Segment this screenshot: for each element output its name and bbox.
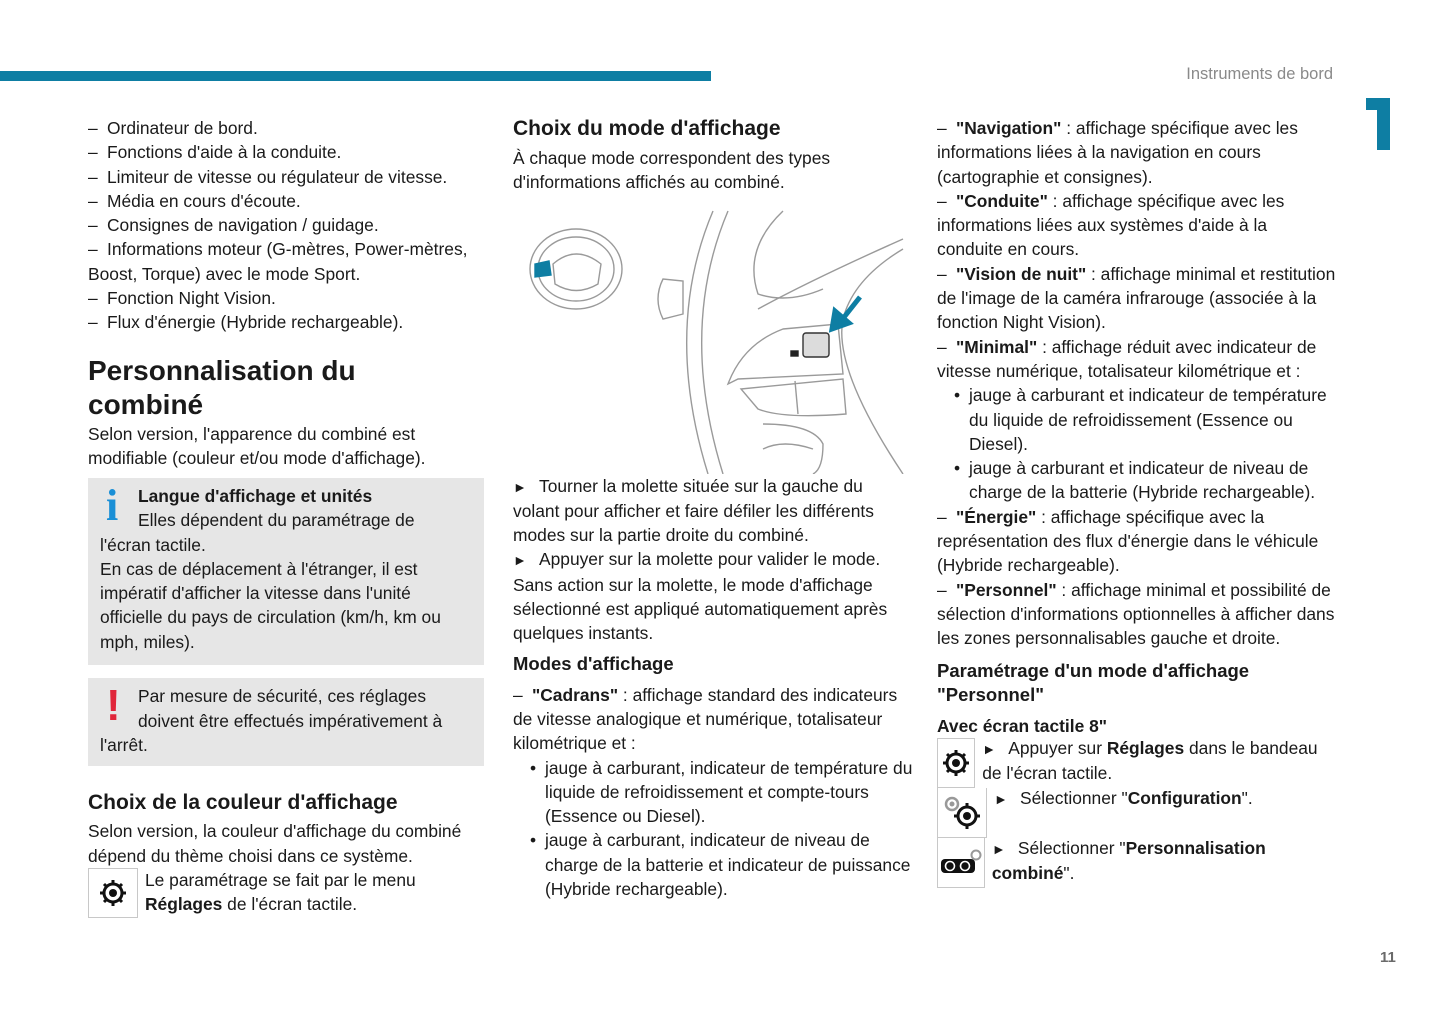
setup-step: ► Sélectionner "Configuration". [937,788,1337,838]
list-item: – Flux d'énergie (Hybride rechargeable). [88,312,404,333]
bullet-item: • jauge à carburant et indicateur de niveau de charge de la batterie (Hybride rechargeable). [937,456,1337,505]
arrow-right-icon: ► [994,790,1008,807]
settings-text: Le paramétrage se fait par le menu [145,869,416,890]
mode-conduite: – "Conduite" : affichage spécifique avec les informations liées aux systèmes d'aide à la conduite en cours. [937,190,1285,260]
info-icon: i [106,481,119,531]
warning-note-line: Par mesure de sécurité, ces réglages [138,686,427,707]
column-left [88,116,484,918]
setup-title: Paramétrage d'un mode d'affichage "Personnel" [937,659,1250,705]
color-section-body: Selon version, la couleur d'affichage du combiné dépend du thème choisi dans ce système. [88,821,462,866]
instruction-step: ► Appuyer sur la molette pour valider le mode. [513,547,913,572]
arrow-right-icon: ► [513,478,527,495]
info-note-line: Elles dépendent du paramétrage de [138,510,415,531]
bullet-item: • jauge à carburant, indicateur de température du liquide de refroidissement et compte-tours (Essence ou Diesel). [513,756,913,829]
list-item: – Média en cours d'écoute. [88,190,301,211]
info-note-body: En cas de déplacement à l'étranger, il est impératif d'afficher la vitesse dans l'unité officielle du pays de circulation (km/h, km ou mph, miles). [100,558,441,652]
warning-icon: ! [106,681,121,731]
column-middle [513,116,913,901]
list-item: – Ordinateur de bord. [88,118,258,138]
settings-gear-icon [88,868,138,918]
list-item: – Fonction Night Vision. [88,288,276,309]
info-note-title: Langue d'affichage et unités [138,486,373,507]
list-item: – Consignes de navigation / guidage. [88,215,379,236]
settings-gear-icon [937,738,975,788]
list-item: – Informations moteur (G-mètres, Power-mètres, Boost, Torque) avec le mode Sport. [88,239,468,284]
mode-vision-de-nuit: – "Vision de nuit" : affichage minimal et restitution de l'image de la caméra infrarouge (associée à la fonction Night Vision). [937,263,1336,333]
bullet-item: • jauge à carburant et indicateur de température du liquide de refroidissement (Essence ou Diesel). [937,383,1337,456]
modes-title: Modes d'affichage [513,652,674,674]
page-number: 11 [1380,949,1396,966]
settings-text: de l'écran tactile. [222,894,358,915]
mode-intro: À chaque mode correspondent des types d'informations affichés au combiné. [513,148,831,193]
arrow-right-icon: ► [991,840,1006,857]
mode-minimal: – "Minimal" : affichage réduit avec indicateur de vitesse numérique, totalisateur kilométrique et : [937,336,1317,381]
instruction-step: ► Tourner la molette située sur la gauche du volant pour afficher et faire défiler les différents modes sur la partie droite du combiné. [513,475,874,546]
steering-wheel-illustration [513,209,913,474]
mode-personnel: – "Personnel" : affichage minimal et possibilité de sélection d'informations optionnelles à afficher dans les zones personnalisables gauche et droite. [937,579,1335,649]
list-item: – Fonctions d'aide à la conduite. [88,142,342,163]
setup-step: ► Sélectionner "Personnalisation combiné". [937,838,1337,888]
settings-instruction [88,868,484,918]
feature-list [88,116,484,335]
chapter-number-marker [1364,98,1392,150]
touchscreen-title: Avec écran tactile 8" [937,715,1108,736]
section-title-personnalisation: Personnalisation du combiné [88,354,356,420]
arrow-right-icon: ► [982,740,997,757]
warning-note-line: l'arrêt. [100,734,148,755]
auto-apply-note: Sans action sur la molette, le mode d'affichage sélectionné est appliqué automatiquement après quelques instants. [513,574,888,644]
cluster-personalisation-icon [937,838,985,888]
running-head: Instruments de bord [1186,65,1333,83]
header-accent-bar [0,71,711,81]
column-right [937,116,1337,888]
bullet-item: • jauge à carburant, indicateur de niveau de charge de la batterie et indicateur de puissance (Hybride rechargeable). [513,828,913,901]
warning-note [88,678,484,766]
mode-navigation: – "Navigation" : affichage spécifique avec les informations liées à la navigation en cours (cartographie et consignes). [937,118,1298,187]
section-title-couleur: Choix de la couleur d'affichage [88,791,398,815]
info-note-line: l'écran tactile. [100,534,206,555]
settings-menu-name: Réglages [145,894,223,915]
instruction-steps [513,474,913,646]
setup-step: ► Appuyer sur Réglages dans le bandeau de l'écran tactile. [937,738,1337,788]
configuration-gears-icon [937,788,987,838]
section-intro: Selon version, l'apparence du combiné est modifiable (couleur et/ou mode d'affichage). [88,423,426,468]
section-title-mode: Choix du mode d'affichage [513,117,781,140]
info-note [88,478,484,665]
warning-note-line: doivent être effectués impérativement à [138,710,443,731]
chapter-one-glyph [1364,98,1392,150]
mode-energie: – "Énergie" : affichage spécifique avec la représentation des flux d'énergie dans le véhicule (Hybride rechargeable). [937,506,1319,576]
mode-cadrans: – "Cadrans" : affichage standard des indicateurs de vitesse analogique et numérique, totalisateur kilométrique et : [513,684,898,754]
list-item: – Limiteur de vitesse ou régulateur de vitesse. [88,166,448,187]
arrow-right-icon: ► [513,552,527,569]
